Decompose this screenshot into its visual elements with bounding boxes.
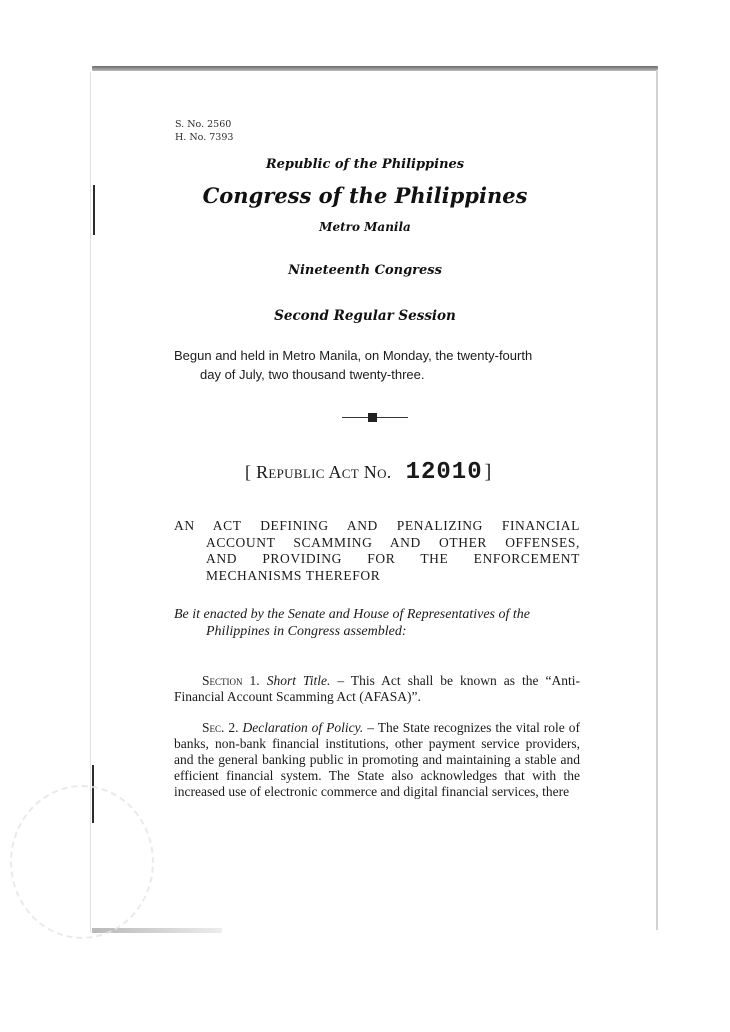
- republic-heading: Republic of the Philippines: [265, 157, 465, 172]
- convened-line-2: day of July, two thousand twenty-three.: [200, 367, 425, 382]
- house-bill-number: H. No. 7393: [175, 132, 234, 143]
- session-heading: Second Regular Session: [274, 308, 456, 324]
- section-2-heading: Declaration of Policy.: [242, 720, 364, 735]
- republic-act-line: [245, 459, 491, 486]
- act-title-line-2: ACCOUNT SCAMMING AND OTHER OFFENSES,: [206, 534, 580, 550]
- enacting-clause: [174, 606, 580, 640]
- enacting-clause-line-1: Be it enacted by the Senate and House of Representatives of the: [174, 607, 530, 622]
- section-2-text: – The State recognizes the vital role of banks, non-bank financial institutions, other payment service providers, and the general banking public in promoting and maintaining a stable and efficient financial system. The State also acknowledges that with the increased use of electronic commerce and digital financial services, there: [174, 720, 580, 799]
- section-1: [174, 673, 580, 705]
- convened-statement: [174, 346, 594, 384]
- republic-act-number: 12010: [405, 459, 483, 486]
- section-1-label: Section 1.: [202, 673, 260, 688]
- act-title-line-3: AND PROVIDING FOR THE ENFORCEMENT: [206, 551, 580, 566]
- senate-bill-number: S. No. 2560: [175, 119, 232, 130]
- ornament-square: [368, 413, 377, 422]
- enacting-clause-line-2: Philippines in Congress assembled:: [206, 624, 407, 639]
- bill-numbers: [175, 118, 233, 144]
- republic-act-close-bracket: ]: [484, 461, 492, 483]
- act-title: [174, 518, 580, 584]
- act-title-line-4: MECHANISMS THEREFOR: [206, 567, 381, 583]
- section-1-text: – This Act shall be known as the “Anti-Financial Account Scamming Act (AFASA)”.: [174, 673, 581, 704]
- section-1-heading: Short Title.: [266, 673, 331, 688]
- page-edge-top: [92, 66, 658, 71]
- section-2: [174, 720, 580, 800]
- congress-heading: Congress of the Philippines: [202, 183, 528, 208]
- faint-seal-impression: [10, 785, 154, 939]
- location-heading: Metro Manila: [319, 220, 411, 234]
- congress-number-heading: Nineteenth Congress: [288, 263, 442, 278]
- section-2-label: Sec. 2.: [202, 720, 239, 735]
- convened-line-1: Begun and held in Metro Manila, on Monday, the twenty-fourth: [174, 348, 533, 363]
- republic-act-label: [ Republic Act No.: [245, 462, 392, 482]
- act-title-line-1: AN ACT DEFINING AND PENALIZING FINANCIAL: [174, 518, 580, 533]
